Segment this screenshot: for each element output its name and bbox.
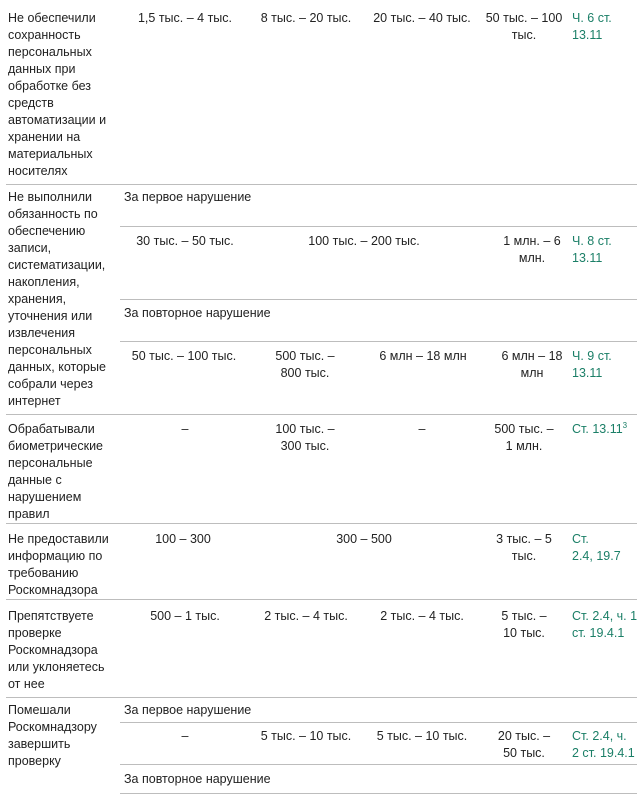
fine-entrepreneur: 6 млн – 18 млн: [379, 349, 467, 363]
subheader-first-offense: За первое нарушение: [124, 703, 252, 717]
subheader-repeat-offense: За повторное нарушение: [124, 306, 271, 320]
violation-cell: Не обеспечили сохранность персональных данных при обработке без средств автоматизации и хранении на материальных носителях: [8, 11, 107, 178]
row-divider: [6, 697, 637, 698]
violation-cell: Обрабатывали биометрические персональные данные с нарушением правил: [8, 422, 104, 521]
fine-entrepreneur: 5 тыс. – 10 тыс.: [376, 729, 468, 743]
fine-organization: 6 млн – 18 млн: [501, 349, 563, 380]
fine-official: 5 тыс. – 10 тыс.: [260, 729, 352, 743]
article-link[interactable]: Ст. 2.4, ч. 2 ст. 19.4.1: [572, 729, 635, 760]
row-divider: [120, 793, 637, 794]
subheader-first-offense: За первое нарушение: [124, 190, 252, 204]
fine-official: 500 тыс. – 800 тыс.: [275, 349, 335, 380]
article-superscript: 3: [622, 420, 628, 430]
article-link[interactable]: Ч. 6 ст. 13.11: [572, 11, 612, 42]
fine-individual: –: [181, 729, 189, 743]
article-link[interactable]: Ст. 2.4, ч. 1 ст. 19.4.1: [572, 609, 638, 640]
fine-entrepreneur: 2 тыс. – 4 тыс.: [380, 609, 464, 623]
row-divider: [120, 299, 637, 300]
fine-official: 8 тыс. – 20 тыс.: [260, 11, 352, 25]
fine-official-entrepreneur: 100 тыс. – 200 тыс.: [308, 234, 420, 248]
violation-cell: Препятствуете проверке Роскомнадзора или уклоняетесь от нее: [8, 609, 105, 691]
fine-organization: 20 тыс. – 50 тыс.: [497, 729, 551, 760]
fine-official-entrepreneur: 300 – 500: [336, 532, 392, 546]
fine-individual: 50 тыс. – 100 тыс.: [131, 349, 237, 363]
article-link[interactable]: Ч. 9 ст. 13.11: [572, 349, 612, 380]
subheader-repeat-offense: За повторное нарушение: [124, 772, 271, 786]
fine-individual: 100 – 300: [155, 532, 211, 546]
fine-individual: –: [181, 422, 189, 436]
fine-official: 2 тыс. – 4 тыс.: [264, 609, 348, 623]
article-link[interactable]: Ч. 8 ст. 13.11: [572, 234, 612, 265]
fine-official: 100 тыс. – 300 тыс.: [275, 422, 335, 453]
fine-individual: 1,5 тыс. – 4 тыс.: [137, 11, 233, 25]
fine-organization: 500 тыс. – 1 млн.: [494, 422, 554, 453]
row-divider: [120, 722, 637, 723]
fine-individual: 500 – 1 тыс.: [150, 609, 220, 623]
article-link[interactable]: Ст. 2.4, 19.7: [572, 532, 621, 563]
violation-cell: Не выполнили обязанность по обеспечению записи, систематизации, накопления, хранения, уточнения или извлечения персональных данных, которые собрали через интернет: [8, 190, 106, 408]
violation-cell: Не предоставили информацию по требованию Роскомнадзора: [8, 532, 109, 597]
fine-organization: 3 тыс. – 5 тыс.: [496, 532, 552, 563]
row-divider: [6, 523, 637, 524]
row-divider: [120, 764, 637, 765]
violation-cell: Помешали Роскомнадзору завершить проверку: [8, 703, 97, 768]
fine-organization: 5 тыс. – 10 тыс.: [501, 609, 547, 640]
article-text: Ст. 13.11: [572, 422, 623, 436]
row-divider: [6, 184, 637, 185]
fine-individual: 30 тыс. – 50 тыс.: [136, 234, 234, 248]
row-divider: [120, 226, 637, 227]
article-link[interactable]: [572, 421, 640, 438]
row-divider: [120, 341, 637, 342]
fine-organization: 1 млн. – 6 млн.: [503, 234, 561, 265]
fine-organization: 50 тыс. – 100 тыс.: [485, 11, 563, 42]
row-divider: [6, 599, 637, 600]
fine-entrepreneur: 20 тыс. – 40 тыс.: [373, 11, 471, 25]
fine-entrepreneur: –: [418, 422, 426, 436]
row-divider: [6, 414, 637, 415]
